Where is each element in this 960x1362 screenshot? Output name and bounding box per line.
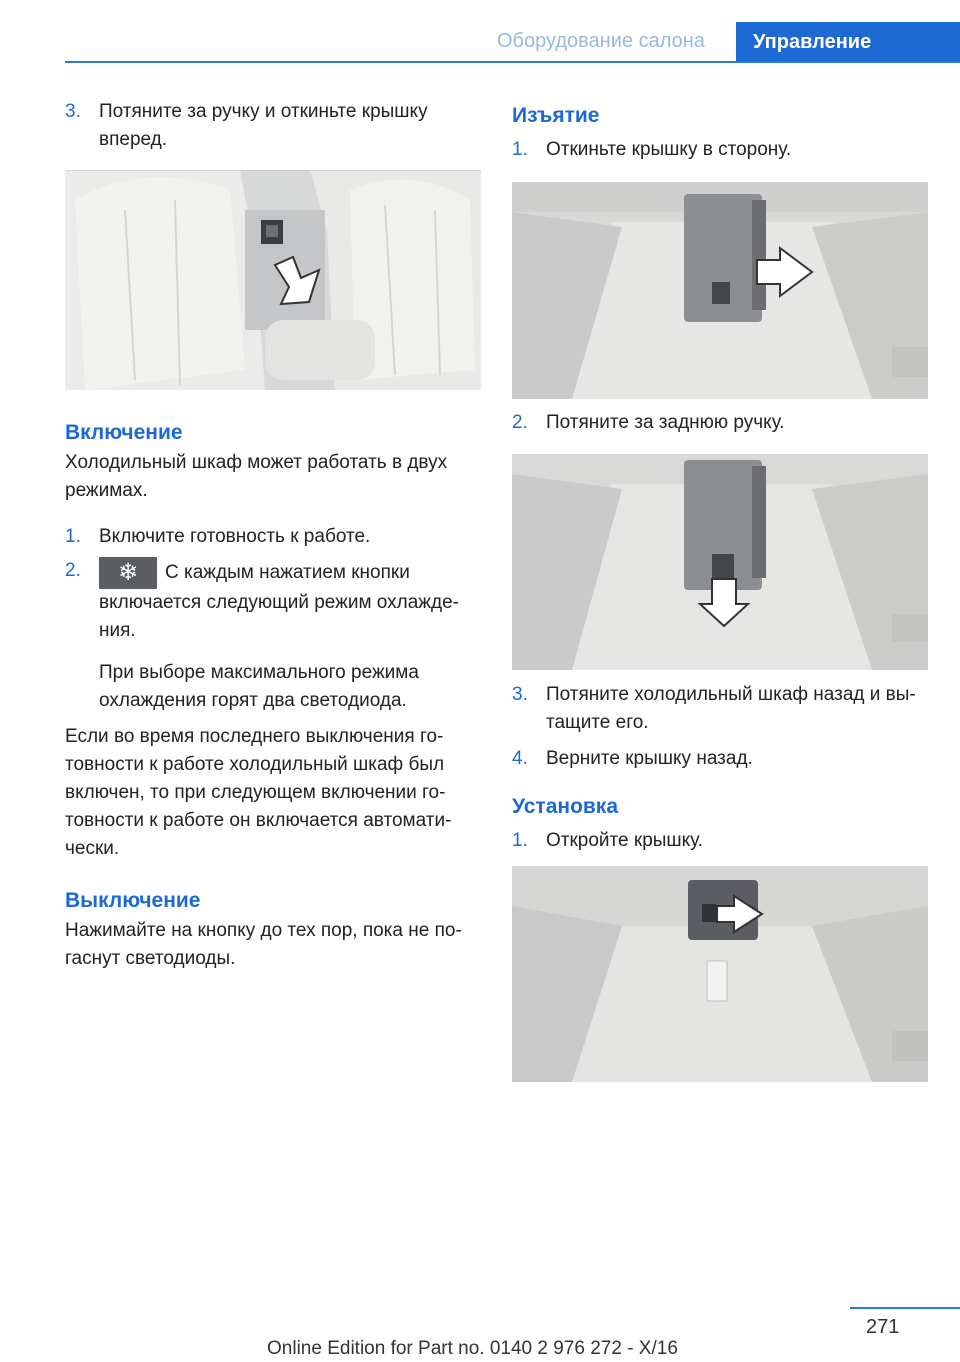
header-section-title: Оборудование салона [497, 30, 705, 52]
step-number: 2. [512, 412, 528, 433]
removal-step-3: 3. Потяните холодильный шкаф назад и вы- тащите его. [512, 681, 928, 737]
heading-switch-on: Включение [65, 421, 183, 444]
step-number: 1. [512, 830, 528, 851]
on-step-2: 2. ❄ С каждым нажатием кнопки включается следующий режим охлажде- ния. При выборе максимального режима охлаждения горят два светодиода. [65, 559, 459, 711]
on-step-1: 1. Включите готовность к работе. [65, 523, 481, 551]
step-3-open-lid: 3. Потяните за ручку и откиньте крышку вперед. [65, 98, 481, 154]
step-number: 3. [65, 101, 81, 122]
step-number: 1. [512, 139, 528, 160]
heading-removal: Изъятие [512, 104, 600, 127]
left-column-lower [65, 419, 481, 973]
header-chapter-tab[interactable] [736, 22, 960, 63]
fridge-pull-handle-photo [512, 454, 928, 670]
paragraph-auto-on: Если во время последнего выключения го- товности к работе холодильный шкаф был включен, то при следующем включении го- товности к работе он включается автомати- чески. [65, 726, 452, 859]
page-number-rule [850, 1307, 960, 1309]
removal-step-4: 4. Верните крышку назад. [512, 745, 928, 773]
cooling-mode-button-icon [99, 557, 157, 589]
paragraph-modes: Холодильный шкаф может работать в двух режимах. [65, 452, 448, 501]
footer-edition: Online Edition for Part no. 0140 2 976 272 - X/16 [267, 1338, 678, 1359]
step-number: 1. [65, 526, 81, 547]
step-number: 2. [65, 560, 81, 581]
header-chapter-label: Управление [753, 31, 872, 53]
heading-switch-off: Выключение [65, 889, 201, 912]
fridge-lid-aside-photo [512, 182, 928, 399]
right-column-step2 [512, 409, 928, 437]
step-number: 4. [512, 748, 528, 769]
paragraph-switch-off: Нажимайте на кнопку до тех пор, пока не по- гаснут светодиоды. [65, 920, 462, 969]
header-rule [65, 61, 960, 63]
snowflake-icon: ❄ [117, 559, 139, 586]
removal-step-2: 2. Потяните за заднюю ручку. [512, 409, 928, 437]
heading-installation: Установка [512, 795, 618, 818]
step-number: 3. [512, 684, 528, 705]
rear-seat-armrest-photo [65, 170, 481, 390]
install-step-1: 1. Откройте крышку. [512, 827, 928, 855]
right-column [512, 98, 928, 164]
removal-step-1: 1. Откиньте крышку в сторону. [512, 136, 928, 164]
left-column [65, 98, 481, 154]
open-lid-photo [512, 866, 928, 1082]
right-column-lower [512, 681, 928, 855]
page-number: 271 [866, 1316, 900, 1338]
